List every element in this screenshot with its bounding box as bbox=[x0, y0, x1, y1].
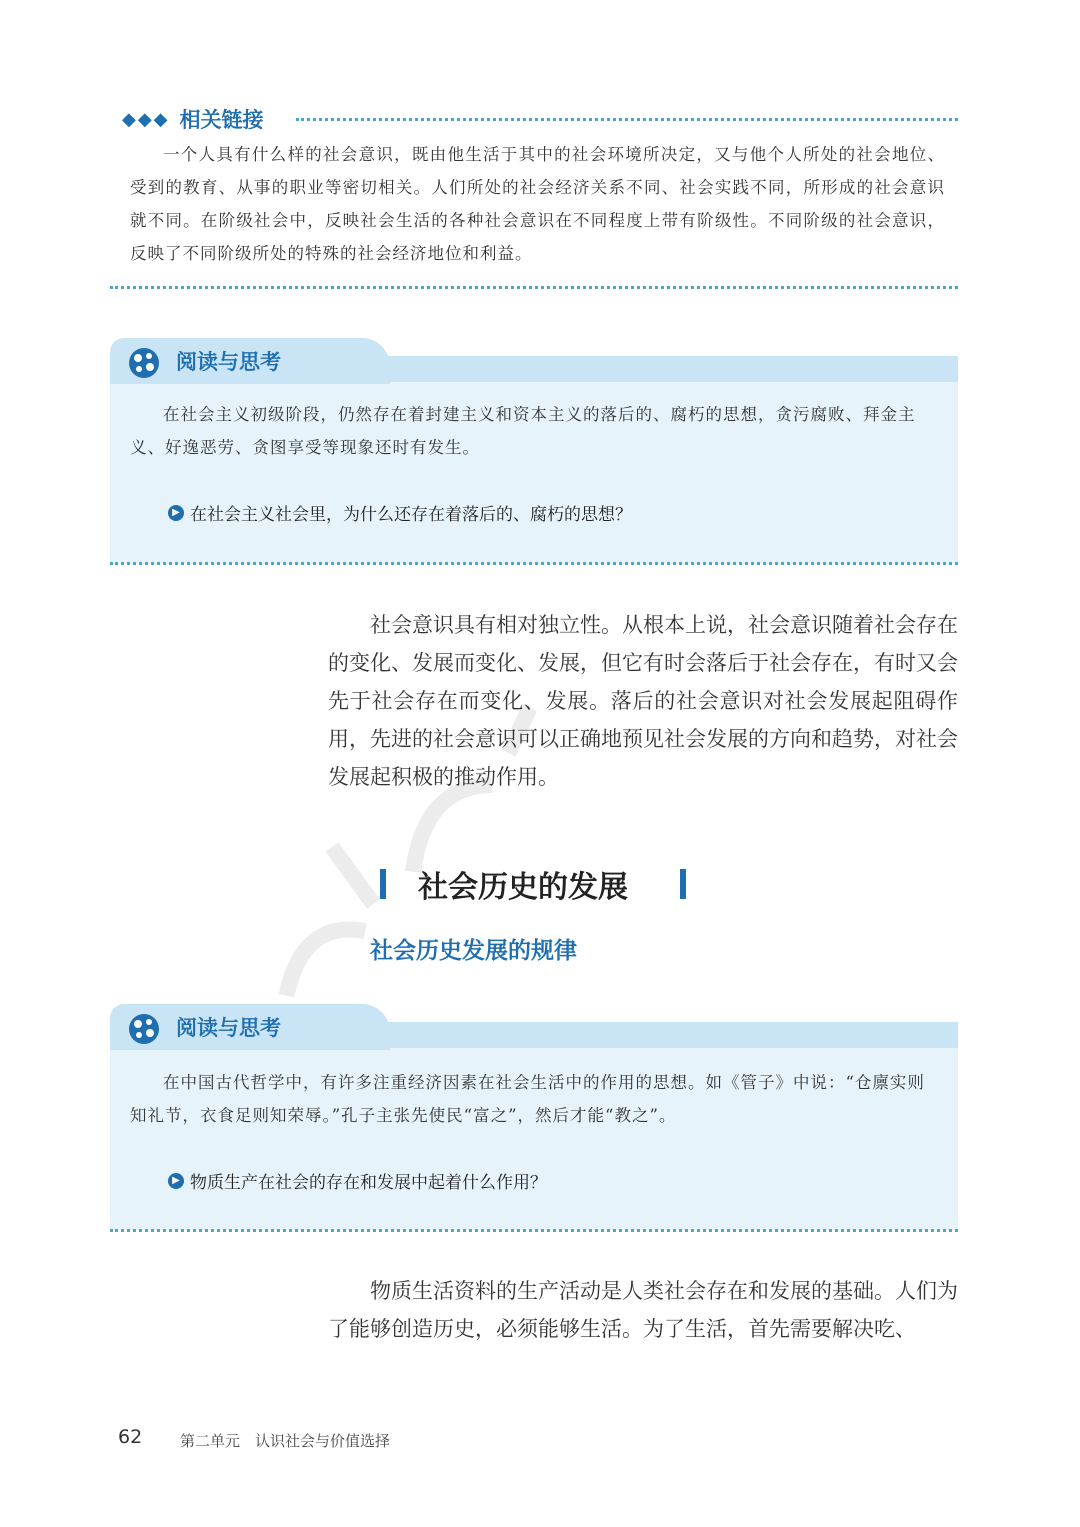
reading-box-1-text: 在社会主义初级阶段，仍然存在着封建主义和资本主义的落后的、腐朽的思想，贪污腐败、拜金主义、好逸恶劳、贪图享受等现象还时有发生。 bbox=[130, 405, 916, 457]
related-link-text: 一个人具有什么样的社会意识，既由他生活于其中的社会环境所决定，又与他个人所处的社会地位、受到的教育、从事的职业等密切相关。人们所处的社会经济关系不同、社会实践不同，所形成的社会意识就不同。在阶级社会中，反映社会生活的各种社会意识在不同程度上带有阶级性。不同阶级的社会意识，反映了不同阶级所处的特殊的社会经济地位和利益。 bbox=[130, 145, 945, 263]
related-link-header bbox=[122, 104, 264, 134]
page-number: 62 bbox=[118, 1426, 143, 1448]
reading-box-2-bottom-divider bbox=[110, 1229, 958, 1232]
arrow-bullet-icon: ▶ bbox=[168, 1173, 184, 1189]
section-title-right-bar bbox=[680, 869, 686, 899]
reading-box-1-title: 阅读与思考 bbox=[176, 350, 281, 374]
body-paragraph-1: 社会意识具有相对独立性。从根本上说，社会意识随着社会存在的变化、发展而变化、发展，但它有时会落后于社会存在，有时又会先于社会存在而变化、发展。落后的社会意识对社会发展起阻碍作用，先进的社会意识可以正确地预见社会发展的方向和趋势，对社会发展起积极的推动作用。 bbox=[328, 613, 958, 789]
related-link-top-divider bbox=[296, 118, 958, 121]
footer-unit-text: 第二单元 认识社会与价值选择 bbox=[180, 1432, 391, 1450]
section-title: 社会历史的发展 bbox=[418, 870, 628, 905]
reading-box-1-question bbox=[168, 500, 632, 525]
subsection-title: 社会历史发展的规律 bbox=[370, 937, 577, 964]
reading-box-1-bottom-divider bbox=[110, 562, 958, 565]
reading-thinking-icon bbox=[126, 344, 162, 380]
reading-box-1-question-text: 在社会主义社会里，为什么还存在着落后的、腐朽的思想？ bbox=[190, 505, 632, 525]
reading-thinking-icon bbox=[126, 1010, 162, 1046]
arrow-bullet-icon: ▶ bbox=[168, 505, 184, 521]
related-link-title: 相关链接 bbox=[179, 108, 264, 132]
reading-box-2-text: 在中国古代哲学中，有许多注重经济因素在社会生活中的作用的思想。如《管子》中说：“仓廪实则知礼节，衣食足则知荣辱。”孔子主张先使民“富之”，然后才能“教之”。 bbox=[130, 1073, 925, 1125]
related-link-bottom-divider bbox=[110, 286, 958, 289]
diamond-bullets-icon: ◆◆◆ bbox=[122, 108, 170, 130]
reading-box-2-title: 阅读与思考 bbox=[176, 1016, 281, 1040]
reading-box-2-question bbox=[168, 1168, 547, 1193]
body-paragraph-2: 物质生活资料的生产活动是人类社会存在和发展的基础。人们为了能够创造历史，必须能够生活。为了生活，首先需要解决吃、 bbox=[328, 1279, 958, 1341]
section-title-left-bar bbox=[380, 869, 386, 899]
reading-box-2-question-text: 物质生产在社会的存在和发展中起着什么作用？ bbox=[190, 1173, 547, 1193]
